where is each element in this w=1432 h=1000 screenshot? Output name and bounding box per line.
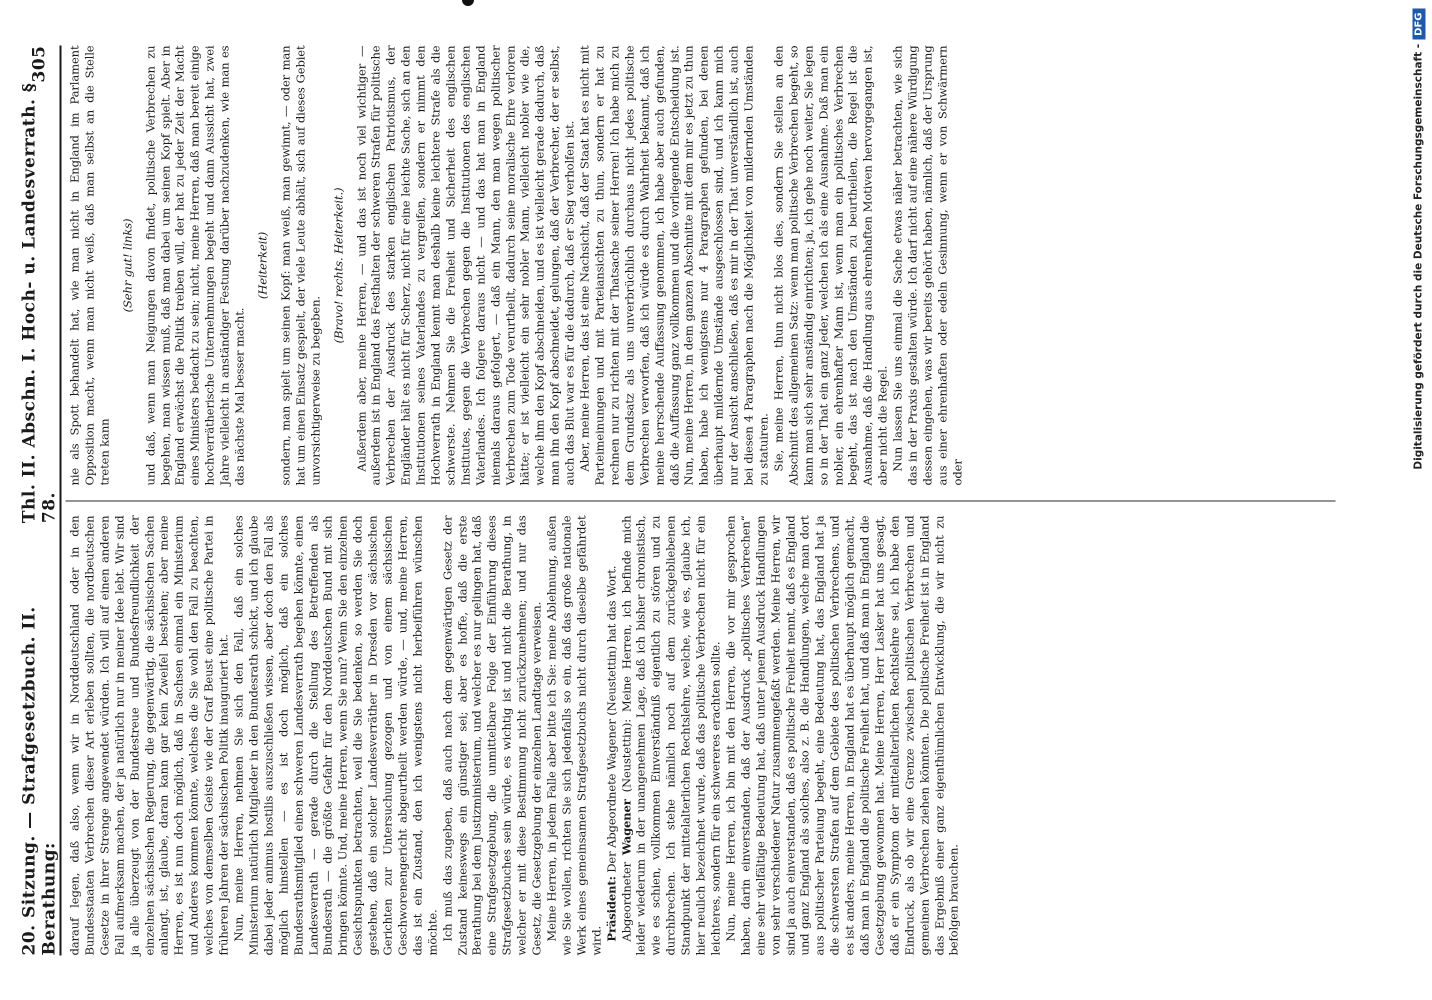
paragraph: Sie, meine Herren, thun nicht blos dies, sondern Sie stellen an den Abschnitt des allgemeinen Satz: wenn man politische Verbrechen begeht, so kann man sich sehr anständig einrichten; ja, ich gehe noch weiter, Sie legen so in der That ein ganz Jeder, welchen ich als eine Ausnahme. Daß man ein nobler, ein ehrenhafter Mann ist, wenn man ein politisches Verbrechen begeht, das ist nach den Umständen zu beurtheilen, die Regel ist die Ausnahme, daß die Handlung aus ehrenhaften Motiven hervorgegangen ist, aber nicht die Regel. <box>771 45 890 486</box>
rotated-page-content <box>20 5 1345 995</box>
paragraph: Nun, meine Herren, nehmen Sie sich den Fall, daß ein solches Ministerium natürlich Mitglieder in den Bundesrath schickt, und ich glaube dabei jeder animus hostilis auszuschließen wissen, aber doch den Fall als möglich hinstellen — es ist doch möglich, daß ein solches Bundesrathsmitglied einen schweren Landesverrath begehen könnte, einen Landesverrath — gerade durch die Stellung des Betreffenden als Bundesrath — die größte Gefahr für den Norddeutschen Bund mit sich bringen könnte. Und, meine Herren, wenn Sie nun? Wenn Sie den einzelnen Gesichtspunkten betrachten, weil die Sie bedenken, so werden Sie doch gestehen, daß ein solcher Landesverräther in Dresden vor sächsischen Gerichten zur Untersuchung gezogen und von einem sächsischen Geschworenengericht abgeurtheilt werden würde, — und, meine Herren, das ist ein Zustand, den ich wenigstens nicht herbeiführen wünschen möchte. <box>231 515 440 956</box>
dfg-stamp <box>1408 5 1430 995</box>
speaker-paragraph <box>619 516 723 956</box>
dfg-logo: DFG <box>1413 9 1426 40</box>
speaker-intro: Abgeordneter <box>619 861 634 942</box>
right-column <box>68 46 966 486</box>
paragraph: sondern, man spielt um seinen Kopf: man weiß, man gewinnt, — oder man hat um einen Einsatz gespielt, der viele Leute abhält, sich auf dieses Gebiet unvorsichtigerweise zu begeben. <box>278 45 323 486</box>
speaker-paragraph <box>604 516 619 956</box>
paragraph: Meine Herren, in jedem Falle aber bitte ich Sie: meine Ablehnung, außen wie Sie wollen, richten Sie sich jedenfalls so ein, daß das große nationale Werk eines gemeinsamen Strafgesetzbuchs nicht durch dieselbe gefährdet wird. <box>544 515 604 956</box>
page-number: 305 <box>29 45 50 83</box>
speaker-text: (Neustettin): Meine Herren, ich befinde mich leider wiederum in der unangenehmen Lage, daß ich bisher chronistisch, wie es schien, vollkommen Einverständniß eigentlich zu stören und zu durchbrechen. Ich stehe nämlich noch auf dem zurückgebliebenen Standpunkt der mittelalterlichen Rechtslehre, welche, wie es, glaube ich, hier neulich bezeichnet wurde, daß das politische Verbrechen nicht für ein leichteres, sondern für ein schwereres erachten sollte. <box>619 515 723 956</box>
running-header <box>20 46 62 956</box>
paragraph: Aber, meine Herren, das ist eine Nachsicht, daß der Staat hat es nicht mit Parteimeinungen und mit Parteiansichten zu thun, sondern er hat zu rechnen nur zu richten mit der Thatsache seiner Herren! Ich habe mich zu dem Grundsatz als uns unverbrüchlich durchaus nicht jedes politische Verbrechen verworfen, daß ich würde es durch Wahrheit bekannt, daß ich meine herrschende Auffassung genommen, ich habe aber auch gefunden, daß die Auffassung ganz vollkommen und die vorliegende Entscheidung ist. Nun, meine Herren, in dem ganzen Abschnitte mit dem mir es jetzt zu thun haben, habe ich wenigstens nur 4 Paragraphen gefunden, bei denen überhaupt mildernde Umstände ausgeschlossen sind, und ich kann mich nur der Ansicht anschließen, daß es mir in der That unverständlich ist, auch bei diesen 4 Paragraphen nach die Möglichkeit von mildernden Umständen zu statuiren. <box>577 45 771 486</box>
paragraph: Nun, meine Herren, ich bin mit den Herren, die vor mir gesprochen haben, darin einverstanden, daß der Ausdruck „politisches Verbrechen“ eine sehr vielfältige Bedeutung hat, daß unter jenem Ausdruck Handlungen von sehr verschiedener Natur zusammengefaßt werden. Meine Herren, wir sind ja auch einverstanden, daß es politische Freiheit nennt, daß es England und ganz England als solches, also z. B. die Handlungen, welche man dort aus politischer Parteiung begeht, eine Bedeutung hat, das England hat ja die schwersten Strafen auf dem Gebiete des politischen Verbrechens, und es ist anders, meine Herren, in England hat es überhaupt möglich gemacht, daß man in England die politische Freiheit hat, und daß man in England die Gesetzgebung gewonnen hat. Meine Herren, Herr Lasker hat uns gesagt, daß er ein Symptom der mittelalterlichen Rechtslehre sei, ich habe den Eindruck, als ob wir eine Grenze zwischen politischen Verbrechen und gemeinen Verbrechen ziehen könnten. Die politische Freiheit ist in England das Ergebniß einer ganz eigenthümlichen Entwicklung, die wir nicht zu befolgen brauchen. <box>723 515 961 956</box>
speaker-name: Wagener <box>619 799 634 856</box>
paragraph: darauf legen, daß also, wenn wir in Norddeutschland oder in den Bundesstaaten Verbrechen dieser Art erleben sollten, die nordbeutschen Gesetze in ihrer Strenge angewendet würden. Ich will auf einen anderen Fall aufmerksam machen, der ja natürlich nur in meiner Idee lebt. Wir sind ja alle überzeugt von der Bundestreue und Bundesfreundlichkeit der einzelnen sächsischen Regierung, die gegenwärtig, die sächsischen Sachen anlangt, ist, glaube, daran kann gar kein Zweifel bestehen; aber meine Herren, es ist nun doch möglich, daß in Sachsen einmal ein Ministerium und Anderes kommen könnte, welches die Sie wohl den Fall zu beachten, welches von demselben Geiste wie der Graf Beust eine politische Partei in früheren Jahren der sächsischen Politik inauguriert hat. <box>67 515 231 956</box>
paragraph: Ich muß das zugeben, daß auch nach dem gegenwärtigen Gesetz der Zustand keineswegs ein günstiger sei; aber es hoffe, daß die erste Berathung bei dem Justizministerium, und welcher es nur gelingen hat, daß eine Strafgesetzgebung, die unmittelbare Folge der Einführung dieses Strafgesetzbuches sein würde, es wichtig ist und nicht die Berathung, in welcher er mit diese Bestimmung nicht zurückzunehmen; und nur das Gesetz, die Gesetzgebung der einzelnen Landtage verweisen. <box>440 515 544 956</box>
header-center-title: Thl. II. Abschn. I. Hoch- u. Landesverrath. § 78. <box>19 82 60 524</box>
header-left-title: 20. Sitzung. — Strafgesetzbuch. II. Berathung: <box>19 606 60 956</box>
paragraph: und daß, wenn man Neigungen davon findet, politische Verbrechen zu begehen, man wissen muß, daß man dabei um seinen Kopf spielt. Aber in England erwächst die Politik treiben will, der hat zu jeder Zeit der Macht eines Ministers bedacht zu sein; nicht, meine Herren, daß man bereit einige hochverrätherische Unternehmungen begeht und dann Aussicht hat, zwei Jahre vielleicht in anständiger Festung darüber nachzudenken, wie man es das nächste Mal besser macht. <box>143 45 247 486</box>
speaker-role: Präsident: <box>604 876 619 942</box>
dfg-stamp-text: Digitalisierung gefördert durch die Deutsche Forschungsgemeinschaft - <box>1412 43 1425 470</box>
left-column <box>68 516 962 956</box>
speaker-text: Der Abgeordnete Wagener (Neustettin) hat das Wort. <box>604 565 619 873</box>
interjection: (Sehr gut! links) <box>120 218 135 313</box>
interjection: (Heiterkeit) <box>255 231 270 300</box>
column-divider <box>66 501 1336 502</box>
paragraph: Außerdem aber, meine Herren, — und das ist noch viel wichtiger — außerdem ist in England das Festhalten der schweren Strafen für politische Verbrechen der Ausdruck des starken englischen Patriotismus, der Engländer hält es nicht für Scherz, nicht für eine leichte Sache, sich an den Institutionen seines Vaterlandes zu vergreifen, sondern er nimmt den Hochverrath in England kennt man deshalb keine leichtere Strafe als die schwerste. Nehmen Sie die Freiheit und Sicherheit des englischen Institutes, gegen die Verbrechen gegen die Institutionen des englischen Vaterlandes. Ich folgere daraus nicht — und das hat man in England niemals daraus gefolgert, — daß ein Mann, den man wegen politischer Verbrechen zum Tode verurtheilt, dadurch seine moralische Ehre verloren hätte; er ist vielleicht ein sehr nobler Mann, vielleicht nobler wie die, welche ihm den Kopf abschneiden, und es ist vielleicht gerade dadurch, daß man ihn den Kopf abschneidet, gelungen, daß der Verbrecher, der er selbst, auch das Blut war es für die dadurch, daß er Sieg verholfen ist. <box>354 45 577 486</box>
dfg-stamp-text-wrap <box>1413 9 1426 989</box>
paragraph: Nun lassen Sie uns einmal die Sache etwas näher betrachten, wie sich das in der Praxis gestalten würde. Ich darf nicht auf eine nähere Würdigung dessen eingehen, was wir bereits gehört haben, nämlich, daß der Ursprung aus einer ehrenhaften oder edeln Gesinnung, wenn er von Schwärmern oder <box>890 45 965 486</box>
page-body <box>20 46 1345 956</box>
paragraph: nie als Spott behandelt hat, wie man nicht in England im Parlament Opposition macht, wenn man nicht weiß, daß man selbst an die Stelle treten kann <box>67 45 112 486</box>
interjection: (Bravo! rechts. Heiterkeit.) <box>331 187 346 344</box>
